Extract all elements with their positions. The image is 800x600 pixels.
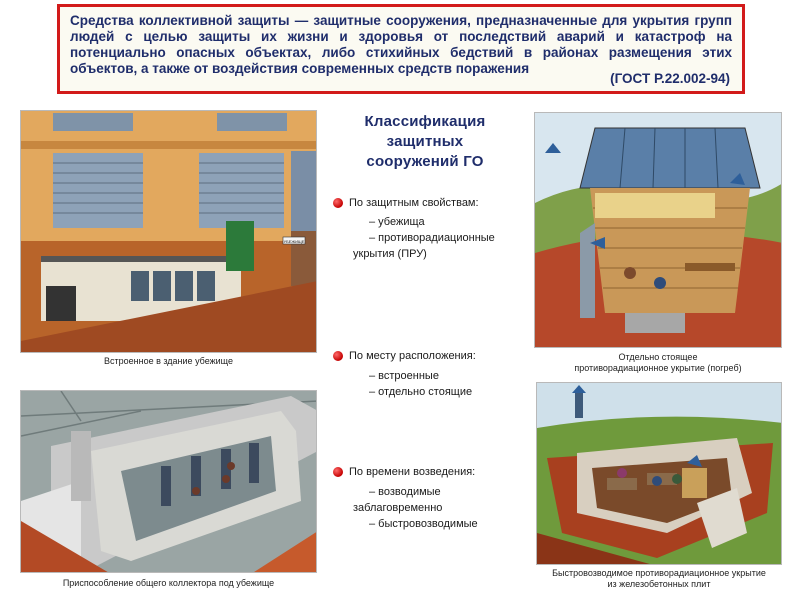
built-in-shelter-drawing [21, 111, 317, 353]
quick-shelter-drawing [537, 383, 782, 565]
definition-box [57, 4, 745, 94]
group-item: – убежища [369, 216, 425, 228]
caption-line: противорадиационное укрытие (погреб) [574, 363, 742, 373]
bullet-icon [333, 198, 343, 208]
collector-shelter-drawing [21, 391, 317, 573]
illustration-built-in-shelter [20, 110, 317, 353]
illustration-quick-shelter [536, 382, 782, 565]
caption-line: Отдельно стоящее [618, 352, 698, 362]
illustration-collector-shelter [20, 390, 317, 573]
classification-group-location [333, 349, 533, 400]
cellar-shelter-drawing [535, 113, 782, 348]
definition-term: Средства коллективной защиты [70, 13, 290, 28]
group-heading-text: По защитным свойствам: [349, 197, 479, 209]
definition-text [70, 13, 732, 77]
classification-title-line: защитных [386, 133, 464, 150]
illustration-cellar-shelter [534, 112, 782, 348]
classification-group-construction-time [333, 465, 533, 532]
group-item: – отдельно стоящие [369, 386, 473, 398]
classification-title-line: сооружений ГО [366, 153, 484, 170]
group-heading-text: По месту расположения: [349, 350, 476, 362]
classification-title-line: Классификация [364, 113, 486, 130]
caption-line: из железобетонных плит [607, 579, 711, 589]
shelter-sign: УБЕЖИЩЕ [283, 239, 305, 244]
group-heading [333, 196, 533, 211]
classification-title [325, 112, 525, 172]
group-heading [333, 465, 533, 480]
caption-quick-shelter [530, 568, 788, 590]
bullet-icon [333, 467, 343, 477]
bullet-icon [333, 351, 343, 361]
caption-line: Быстровозводимое противорадиационное укрытие [552, 568, 766, 578]
group-item: – быстровозводимые [369, 518, 478, 530]
group-item: заблаговременно [353, 502, 443, 514]
group-heading-text: По времени возведения: [349, 466, 476, 478]
caption-cellar-shelter [534, 352, 782, 374]
definition-body: — защитные сооружения, предназначенные для укрытия групп людей с целью защиты их жизни и здоровья от последствий аварий и катастроф на потенциально опасных объектах, либо стихийных бедствий в районах размещения этих объектов, а также от воздействия современных средств поражения [70, 13, 732, 76]
group-item: – возводимые [369, 486, 441, 498]
classification-group-protective [333, 196, 533, 262]
group-heading [333, 349, 533, 364]
group-item: – противорадиационные [369, 232, 495, 244]
caption-collector-shelter: Приспособление общего коллектора под убежище [62, 578, 275, 588]
group-item: укрытия (ПРУ) [353, 248, 427, 260]
group-item: – встроенные [369, 370, 439, 382]
caption-built-in-shelter: Встроенное в здание убежище [104, 356, 233, 366]
definition-source: (ГОСТ Р.22.002-94) [610, 71, 730, 86]
